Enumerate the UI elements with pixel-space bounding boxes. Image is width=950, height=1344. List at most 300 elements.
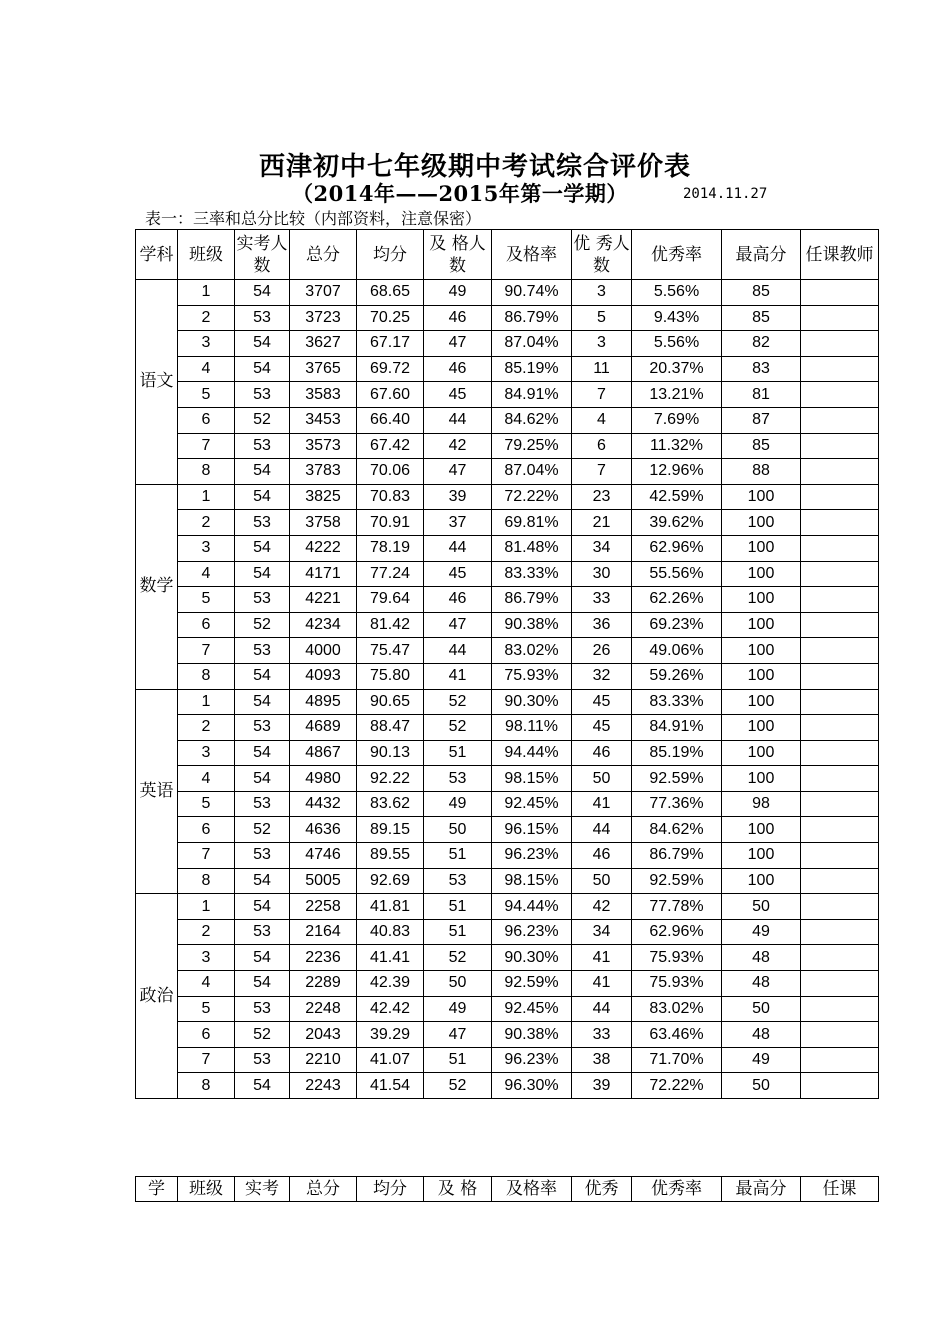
average-cell: 67.60 [357,382,424,408]
table-header-row [136,230,879,280]
total-score-cell: 2236 [290,945,357,971]
max-score-cell: 50 [722,894,801,920]
class-cell: 3 [178,945,235,971]
header-subject: 学科 [136,230,178,280]
pass-count-cell: 42 [424,433,492,459]
pass-rate-cell: 96.23% [492,843,572,869]
pass-count-cell: 46 [424,305,492,331]
excellent-rate-cell: 92.59% [632,766,722,792]
excellent-count-cell: 4 [572,407,632,433]
average-cell: 70.06 [357,459,424,485]
exam-count-cell: 53 [235,305,290,331]
max-score-cell: 100 [722,510,801,536]
table-row [136,1022,879,1048]
teacher-cell [801,433,879,459]
exam-count-cell: 53 [235,1047,290,1073]
max-score-cell: 100 [722,868,801,894]
exam-count-cell: 53 [235,715,290,741]
exam-count-cell: 52 [235,612,290,638]
exam-count-cell: 54 [235,1073,290,1099]
table-row [136,817,879,843]
excellent-count-cell: 44 [572,817,632,843]
average-cell: 75.80 [357,663,424,689]
total-score-cell: 4689 [290,715,357,741]
subject-cell: 政治 [136,894,178,1099]
subject-cell: 语文 [136,280,178,485]
pass-rate-cell: 90.30% [492,945,572,971]
exam-count-cell: 54 [235,740,290,766]
table-row [136,484,879,510]
total-score-cell: 3765 [290,356,357,382]
table-row [136,587,879,613]
total-score-cell: 2243 [290,1073,357,1099]
excellent-rate-cell: 77.78% [632,894,722,920]
total-score-cell: 3723 [290,305,357,331]
teacher-cell [801,894,879,920]
class-cell: 6 [178,1022,235,1048]
average-cell: 41.81 [357,894,424,920]
average-cell: 67.17 [357,331,424,357]
average-cell: 75.47 [357,638,424,664]
class-cell: 7 [178,843,235,869]
average-cell: 67.42 [357,433,424,459]
excellent-rate-cell: 20.37% [632,356,722,382]
pass-count-cell: 47 [424,612,492,638]
total-score-cell: 3627 [290,331,357,357]
excellent-rate-cell: 5.56% [632,331,722,357]
page-subtitle: （2014年——2015年第一学期） [292,181,628,206]
class-cell: 3 [178,740,235,766]
second-header-average: 均分 [357,1177,424,1202]
total-score-cell: 4980 [290,766,357,792]
max-score-cell: 100 [722,766,801,792]
max-score-cell: 49 [722,919,801,945]
excellent-count-cell: 38 [572,1047,632,1073]
excellent-rate-cell: 69.23% [632,612,722,638]
teacher-cell [801,484,879,510]
pass-rate-cell: 90.30% [492,689,572,715]
pass-count-cell: 51 [424,843,492,869]
class-cell: 4 [178,971,235,997]
max-score-cell: 98 [722,791,801,817]
class-cell: 2 [178,715,235,741]
excellent-count-cell: 3 [572,280,632,306]
second-header-excellent-count: 优秀 [572,1177,632,1202]
class-cell: 6 [178,407,235,433]
pass-count-cell: 47 [424,459,492,485]
class-cell: 8 [178,1073,235,1099]
max-score-cell: 100 [722,638,801,664]
second-header-excellent-rate: 优秀率 [632,1177,722,1202]
max-score-cell: 81 [722,382,801,408]
excellent-rate-cell: 92.59% [632,868,722,894]
excellent-rate-cell: 12.96% [632,459,722,485]
excellent-rate-cell: 7.69% [632,407,722,433]
average-cell: 89.15 [357,817,424,843]
excellent-count-cell: 5 [572,305,632,331]
average-cell: 92.22 [357,766,424,792]
teacher-cell [801,766,879,792]
excellent-count-cell: 41 [572,791,632,817]
average-cell: 90.65 [357,689,424,715]
excellent-count-cell: 45 [572,689,632,715]
excellent-rate-cell: 72.22% [632,1073,722,1099]
pass-rate-cell: 96.30% [492,1073,572,1099]
total-score-cell: 2258 [290,894,357,920]
table-row [136,843,879,869]
header-class: 班级 [178,230,235,280]
pass-count-cell: 52 [424,1073,492,1099]
exam-count-cell: 54 [235,331,290,357]
teacher-cell [801,1047,879,1073]
excellent-count-cell: 42 [572,894,632,920]
class-cell: 1 [178,484,235,510]
total-score-cell: 5005 [290,868,357,894]
exam-count-cell: 53 [235,587,290,613]
excellent-count-cell: 50 [572,868,632,894]
pass-count-cell: 49 [424,280,492,306]
excellent-count-cell: 34 [572,535,632,561]
class-cell: 6 [178,817,235,843]
teacher-cell [801,382,879,408]
exam-count-cell: 53 [235,510,290,536]
class-cell: 8 [178,868,235,894]
teacher-cell [801,689,879,715]
second-header-pass-rate: 及格率 [492,1177,572,1202]
exam-count-cell: 53 [235,843,290,869]
table-row [136,766,879,792]
total-score-cell: 3758 [290,510,357,536]
pass-count-cell: 47 [424,331,492,357]
table-row [136,1047,879,1073]
report-date: 2014.11.27 [683,186,768,202]
pass-count-cell: 39 [424,484,492,510]
second-header-pass-count: 及 格 [424,1177,492,1202]
excellent-count-cell: 26 [572,638,632,664]
pass-rate-cell: 96.23% [492,1047,572,1073]
excellent-rate-cell: 62.96% [632,535,722,561]
excellent-rate-cell: 84.62% [632,817,722,843]
excellent-count-cell: 50 [572,766,632,792]
class-cell: 5 [178,791,235,817]
teacher-cell [801,305,879,331]
max-score-cell: 100 [722,689,801,715]
exam-count-cell: 54 [235,945,290,971]
exam-count-cell: 53 [235,996,290,1022]
table-row [136,1073,879,1099]
excellent-count-cell: 46 [572,740,632,766]
excellent-count-cell: 46 [572,843,632,869]
teacher-cell [801,459,879,485]
teacher-cell [801,1022,879,1048]
average-cell: 41.54 [357,1073,424,1099]
subject-cell: 英语 [136,689,178,894]
excellent-rate-cell: 59.26% [632,663,722,689]
exam-count-cell: 54 [235,356,290,382]
header-pass-rate: 及格率 [492,230,572,280]
class-cell: 7 [178,433,235,459]
max-score-cell: 48 [722,945,801,971]
table-row [136,459,879,485]
total-score-cell: 4000 [290,638,357,664]
average-cell: 88.47 [357,715,424,741]
teacher-cell [801,996,879,1022]
table-row [136,663,879,689]
exam-count-cell: 54 [235,689,290,715]
teacher-cell [801,791,879,817]
pass-rate-cell: 85.19% [492,356,572,382]
exam-count-cell: 54 [235,766,290,792]
table-row [136,919,879,945]
pass-count-cell: 51 [424,894,492,920]
pass-count-cell: 51 [424,740,492,766]
excellent-rate-cell: 85.19% [632,740,722,766]
header-teacher: 任课教师 [801,230,879,280]
teacher-cell [801,535,879,561]
excellent-count-cell: 41 [572,971,632,997]
exam-count-cell: 54 [235,868,290,894]
pass-count-cell: 46 [424,356,492,382]
class-cell: 1 [178,894,235,920]
total-score-cell: 4221 [290,587,357,613]
pass-rate-cell: 79.25% [492,433,572,459]
pass-rate-cell: 98.15% [492,868,572,894]
teacher-cell [801,331,879,357]
max-score-cell: 88 [722,459,801,485]
teacher-cell [801,868,879,894]
second-table [135,1176,879,1202]
class-cell: 3 [178,331,235,357]
pass-count-cell: 51 [424,1047,492,1073]
excellent-rate-cell: 42.59% [632,484,722,510]
pass-rate-cell: 81.48% [492,535,572,561]
total-score-cell: 3825 [290,484,357,510]
pass-count-cell: 50 [424,817,492,843]
header-average: 均分 [357,230,424,280]
pass-rate-cell: 92.45% [492,996,572,1022]
average-cell: 41.41 [357,945,424,971]
excellent-rate-cell: 83.02% [632,996,722,1022]
teacher-cell [801,1073,879,1099]
pass-count-cell: 51 [424,919,492,945]
max-score-cell: 85 [722,305,801,331]
table-row [136,561,879,587]
total-score-cell: 4234 [290,612,357,638]
pass-rate-cell: 92.59% [492,971,572,997]
excellent-count-cell: 32 [572,663,632,689]
total-score-cell: 4636 [290,817,357,843]
average-cell: 83.62 [357,791,424,817]
max-score-cell: 100 [722,740,801,766]
excellent-count-cell: 45 [572,715,632,741]
pass-rate-cell: 84.62% [492,407,572,433]
max-score-cell: 100 [722,587,801,613]
class-cell: 4 [178,766,235,792]
total-score-cell: 4867 [290,740,357,766]
class-cell: 7 [178,1047,235,1073]
max-score-cell: 50 [722,996,801,1022]
class-cell: 4 [178,356,235,382]
table-row [136,791,879,817]
teacher-cell [801,407,879,433]
second-header-class: 班级 [178,1177,235,1202]
excellent-count-cell: 23 [572,484,632,510]
pass-count-cell: 41 [424,663,492,689]
header-pass-count: 及 格人 数 [424,230,492,280]
header-excellent-count: 优 秀人数 [572,230,632,280]
pass-rate-cell: 87.04% [492,331,572,357]
max-score-cell: 82 [722,331,801,357]
average-cell: 77.24 [357,561,424,587]
table-row [136,331,879,357]
teacher-cell [801,587,879,613]
teacher-cell [801,971,879,997]
max-score-cell: 85 [722,433,801,459]
table-row [136,280,879,306]
class-cell: 2 [178,510,235,536]
average-cell: 39.29 [357,1022,424,1048]
max-score-cell: 100 [722,663,801,689]
max-score-cell: 100 [722,484,801,510]
excellent-rate-cell: 49.06% [632,638,722,664]
table-row [136,433,879,459]
teacher-cell [801,945,879,971]
excellent-count-cell: 39 [572,1073,632,1099]
table-row [136,945,879,971]
excellent-rate-cell: 77.36% [632,791,722,817]
second-header-total-score: 总分 [290,1177,357,1202]
table-row [136,612,879,638]
pass-count-cell: 52 [424,945,492,971]
total-score-cell: 2289 [290,971,357,997]
table-row [136,868,879,894]
max-score-cell: 87 [722,407,801,433]
class-cell: 8 [178,663,235,689]
pass-rate-cell: 90.38% [492,1022,572,1048]
pass-count-cell: 44 [424,535,492,561]
teacher-cell [801,919,879,945]
total-score-cell: 4171 [290,561,357,587]
pass-count-cell: 44 [424,638,492,664]
excellent-count-cell: 33 [572,587,632,613]
max-score-cell: 100 [722,843,801,869]
max-score-cell: 100 [722,715,801,741]
second-header-max-score: 最高分 [722,1177,801,1202]
table-row [136,894,879,920]
exam-count-cell: 52 [235,817,290,843]
total-score-cell: 3583 [290,382,357,408]
exam-count-cell: 53 [235,919,290,945]
table-row [136,996,879,1022]
class-cell: 5 [178,587,235,613]
class-cell: 1 [178,689,235,715]
table-row [136,638,879,664]
excellent-rate-cell: 62.96% [632,919,722,945]
excellent-rate-cell: 71.70% [632,1047,722,1073]
average-cell: 81.42 [357,612,424,638]
pass-count-cell: 37 [424,510,492,536]
class-cell: 7 [178,638,235,664]
header-total-score: 总分 [290,230,357,280]
excellent-count-cell: 6 [572,433,632,459]
total-score-cell: 3573 [290,433,357,459]
excellent-rate-cell: 75.93% [632,971,722,997]
pass-count-cell: 53 [424,766,492,792]
average-cell: 66.40 [357,407,424,433]
second-header-exam-count: 实考 [235,1177,290,1202]
exam-count-cell: 53 [235,433,290,459]
teacher-cell [801,356,879,382]
pass-count-cell: 46 [424,587,492,613]
excellent-count-cell: 41 [572,945,632,971]
pass-rate-cell: 87.04% [492,459,572,485]
class-cell: 5 [178,996,235,1022]
excellent-rate-cell: 13.21% [632,382,722,408]
exam-count-cell: 53 [235,382,290,408]
table-row [136,382,879,408]
table-row [136,971,879,997]
second-table-header-row [136,1177,879,1202]
excellent-rate-cell: 62.26% [632,587,722,613]
class-cell: 4 [178,561,235,587]
excellent-count-cell: 21 [572,510,632,536]
excellent-rate-cell: 9.43% [632,305,722,331]
total-score-cell: 4895 [290,689,357,715]
pass-count-cell: 53 [424,868,492,894]
table-row [136,356,879,382]
teacher-cell [801,510,879,536]
exam-count-cell: 53 [235,638,290,664]
pass-rate-cell: 98.15% [492,766,572,792]
total-score-cell: 2043 [290,1022,357,1048]
pass-rate-cell: 84.91% [492,382,572,408]
max-score-cell: 100 [722,535,801,561]
second-header-subject: 学 [136,1177,178,1202]
excellent-rate-cell: 86.79% [632,843,722,869]
pass-rate-cell: 72.22% [492,484,572,510]
class-cell: 1 [178,280,235,306]
excellent-rate-cell: 75.93% [632,945,722,971]
excellent-rate-cell: 55.56% [632,561,722,587]
max-score-cell: 49 [722,1047,801,1073]
pass-rate-cell: 75.93% [492,663,572,689]
average-cell: 70.91 [357,510,424,536]
class-cell: 3 [178,535,235,561]
header-excellent-rate: 优秀率 [632,230,722,280]
excellent-rate-cell: 63.46% [632,1022,722,1048]
class-cell: 2 [178,919,235,945]
teacher-cell [801,280,879,306]
pass-rate-cell: 83.33% [492,561,572,587]
pass-rate-cell: 90.74% [492,280,572,306]
average-cell: 41.07 [357,1047,424,1073]
average-cell: 42.42 [357,996,424,1022]
total-score-cell: 2210 [290,1047,357,1073]
class-cell: 8 [178,459,235,485]
pass-count-cell: 52 [424,715,492,741]
total-score-cell: 3783 [290,459,357,485]
excellent-count-cell: 7 [572,382,632,408]
exam-count-cell: 54 [235,535,290,561]
exam-count-cell: 52 [235,1022,290,1048]
exam-count-cell: 54 [235,459,290,485]
exam-count-cell: 52 [235,407,290,433]
pass-rate-cell: 86.79% [492,587,572,613]
pass-rate-cell: 96.15% [492,817,572,843]
page-title: 西津初中七年级期中考试综合评价表 [258,152,691,182]
average-cell: 69.72 [357,356,424,382]
max-score-cell: 100 [722,561,801,587]
